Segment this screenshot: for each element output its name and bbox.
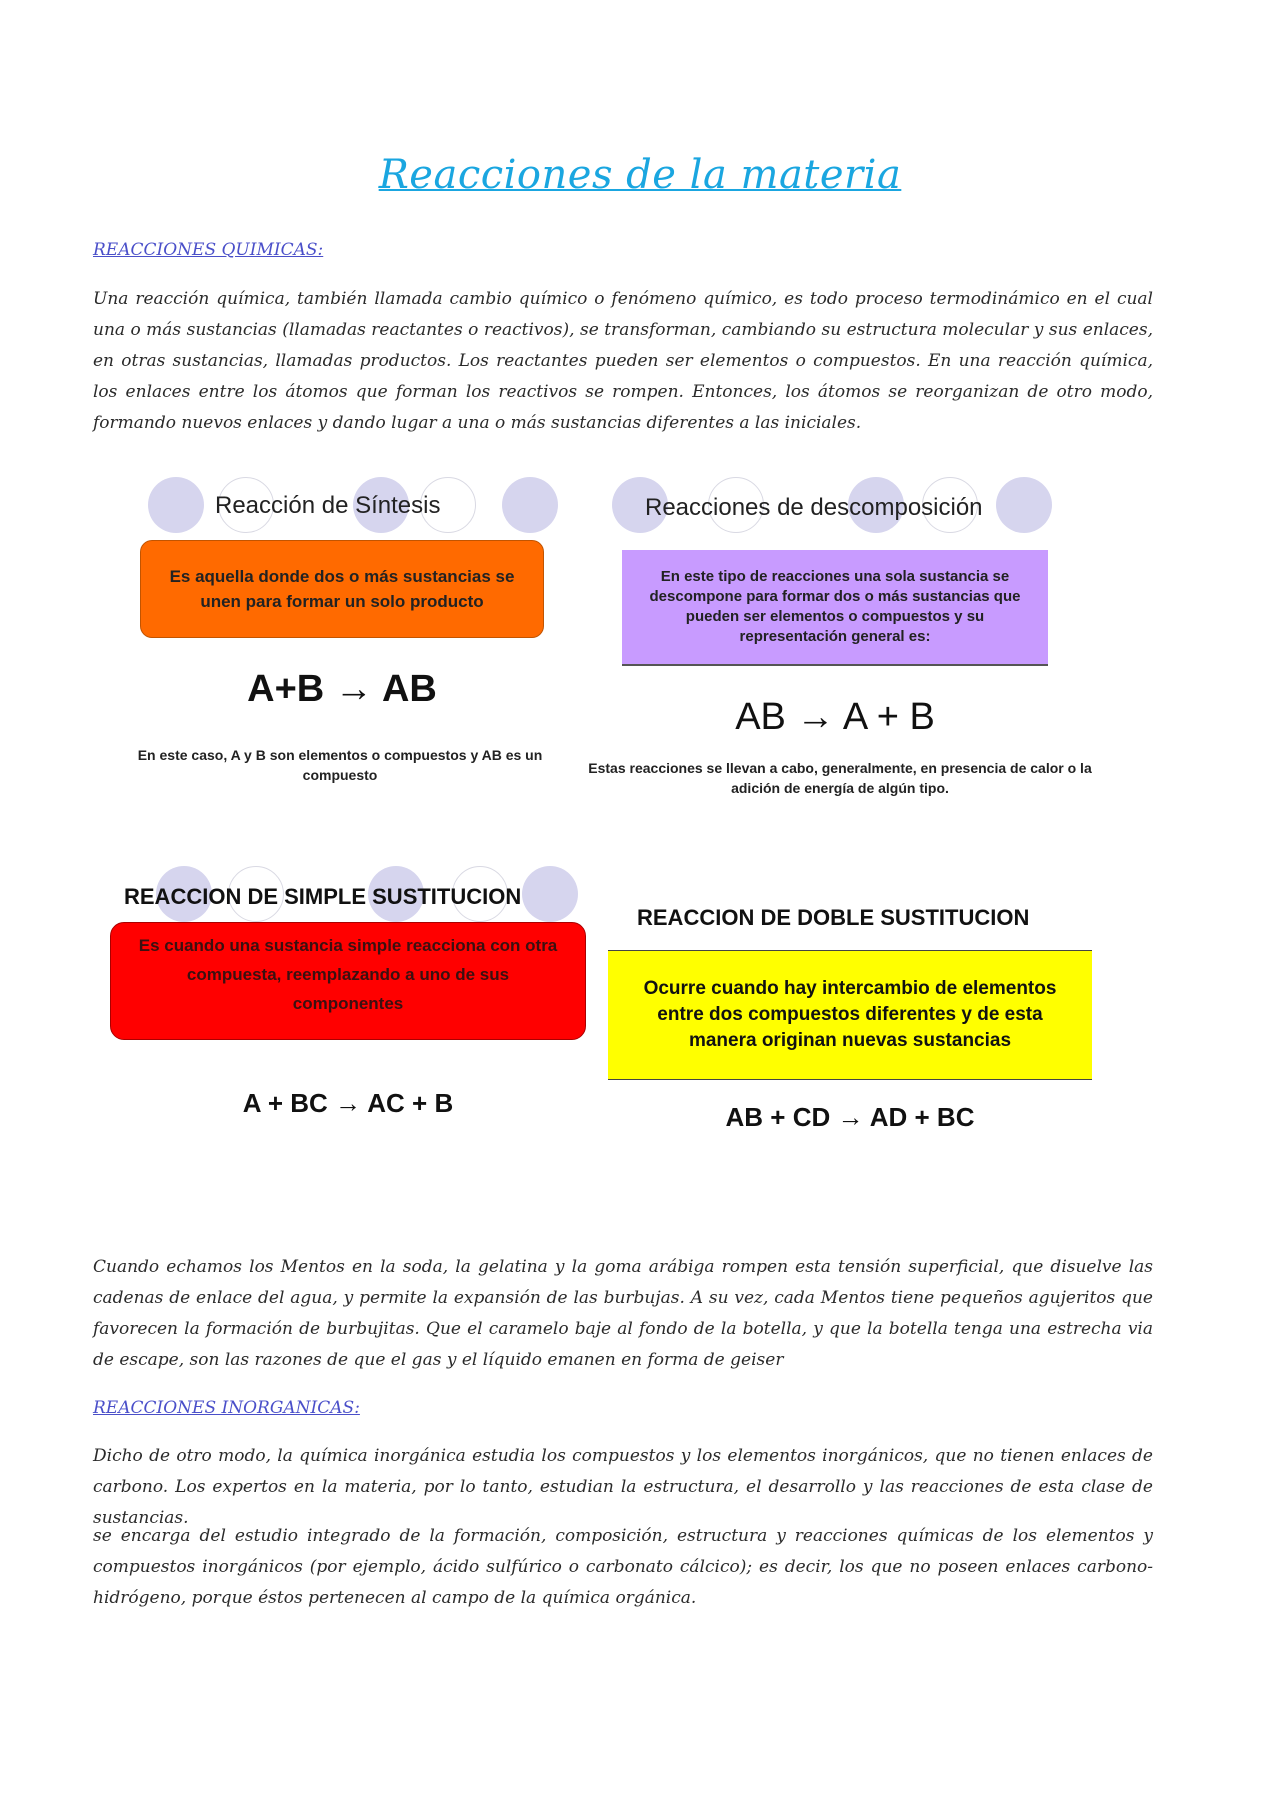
description-box-sintesis: Es aquella donde dos o más sustancias se unen para formar un solo producto	[140, 540, 544, 638]
formula-simple-sustitucion: A + BC → AC + B	[242, 1088, 454, 1118]
decor-circle	[996, 477, 1052, 533]
heading-reacciones-quimicas: REACCIONES QUIMICAS:	[93, 240, 324, 260]
note-descomposicion: Estas reacciones se llevan a cabo, generalmente, en presencia de calor o la adición de energía de algún tipo.	[588, 760, 1092, 796]
description-box-simple-sustitucion	[110, 922, 586, 1040]
formula-doble-sustitucion: AB + CD → AD + BC	[725, 1102, 975, 1132]
paragraph-inorganicas-1: Dicho de otro modo, la química inorgánica estudia los compuestos y los elementos inorgánicos, que no tienen enlaces de carbono. Los expertos en la materia, por lo tanto, estudian la estructura, el desarrollo y las reacciones de esta clase de sustancias.	[93, 1446, 1153, 1528]
decor-circle	[502, 477, 558, 533]
diagram-title-sintesis: Reacción de Síntesis	[215, 492, 441, 519]
description-box-doble-sustitucion: Ocurre cuando hay intercambio de elementos entre dos compuestos diferentes y de esta manera originan nuevas sustancias	[608, 950, 1092, 1080]
formula-descomposicion: AB → A + B	[735, 696, 935, 738]
formula-sintesis: A+B → AB	[247, 668, 437, 710]
paragraph-reaccion-quimica: Una reacción química, también llamada cambio químico o fenómeno químico, es todo proceso termodinámico en el cual una o más sustancias (llamadas reactantes o reactivos), se transforman, cambiando su estructura molecular y sus enlaces, en otras sustancias, llamadas productos. Los reactantes pueden ser elementos o compuestos. En una reacción química, los enlaces entre los átomos que forman los reactivos se rompen. Entonces, los átomos se reorganizan de otro modo, formando nuevos enlaces y dando lugar a una o más sustancias diferentes a las iniciales.	[93, 289, 1153, 433]
decor-circle	[522, 866, 578, 922]
diagram-title-doble-sustitucion: REACCION DE DOBLE SUSTITUCION	[637, 905, 1030, 930]
diagram-title-descomposicion: Reacciones de descomposición	[645, 494, 983, 521]
decor-circle	[148, 477, 204, 533]
paragraph-inorganicas-2: se encarga del estudio integrado de la formación, composición, estructura y reacciones químicas de los elementos y compuestos inorgánicos (por ejemplo, ácido sulfúrico o carbonato cálcico); es decir, los que no poseen enlaces carbono-hidrógeno, porque éstos pertenecen al campo de la química orgánica.	[93, 1526, 1153, 1608]
document-title: Reacciones de la materia	[378, 152, 902, 198]
heading-reacciones-inorganicas: REACCIONES INORGANICAS:	[93, 1398, 360, 1418]
description-text-simple-sustitucion: Es cuando una sustancia simple reacciona con otra compuesta, reemplazando a uno de sus componentes	[138, 936, 558, 1013]
description-box-descomposicion: En este tipo de reacciones una sola sustancia se descompone para formar dos o más sustancias que pueden ser elementos o compuestos y su representación general es:	[622, 550, 1048, 666]
note-sintesis: En este caso, A y B son elementos o compuestos y AB es un compuesto	[137, 747, 543, 783]
diagram-title-simple-sustitucion: REACCION DE SIMPLE SUSTITUCION	[124, 884, 522, 909]
paragraph-mentos: Cuando echamos los Mentos en la soda, la gelatina y la goma arábiga rompen esta tensión superficial, que disuelve las cadenas de enlace del agua, y permite la expansión de las burbujas. A su vez, cada Mentos tiene pequeños agujeritos que favorecen la formación de burbujitas. Que el caramelo baje al fondo de la botella, y que la botella tenga una estrecha via de escape, son las razones de que el gas y el líquido emanen en forma de geiser	[93, 1257, 1153, 1370]
